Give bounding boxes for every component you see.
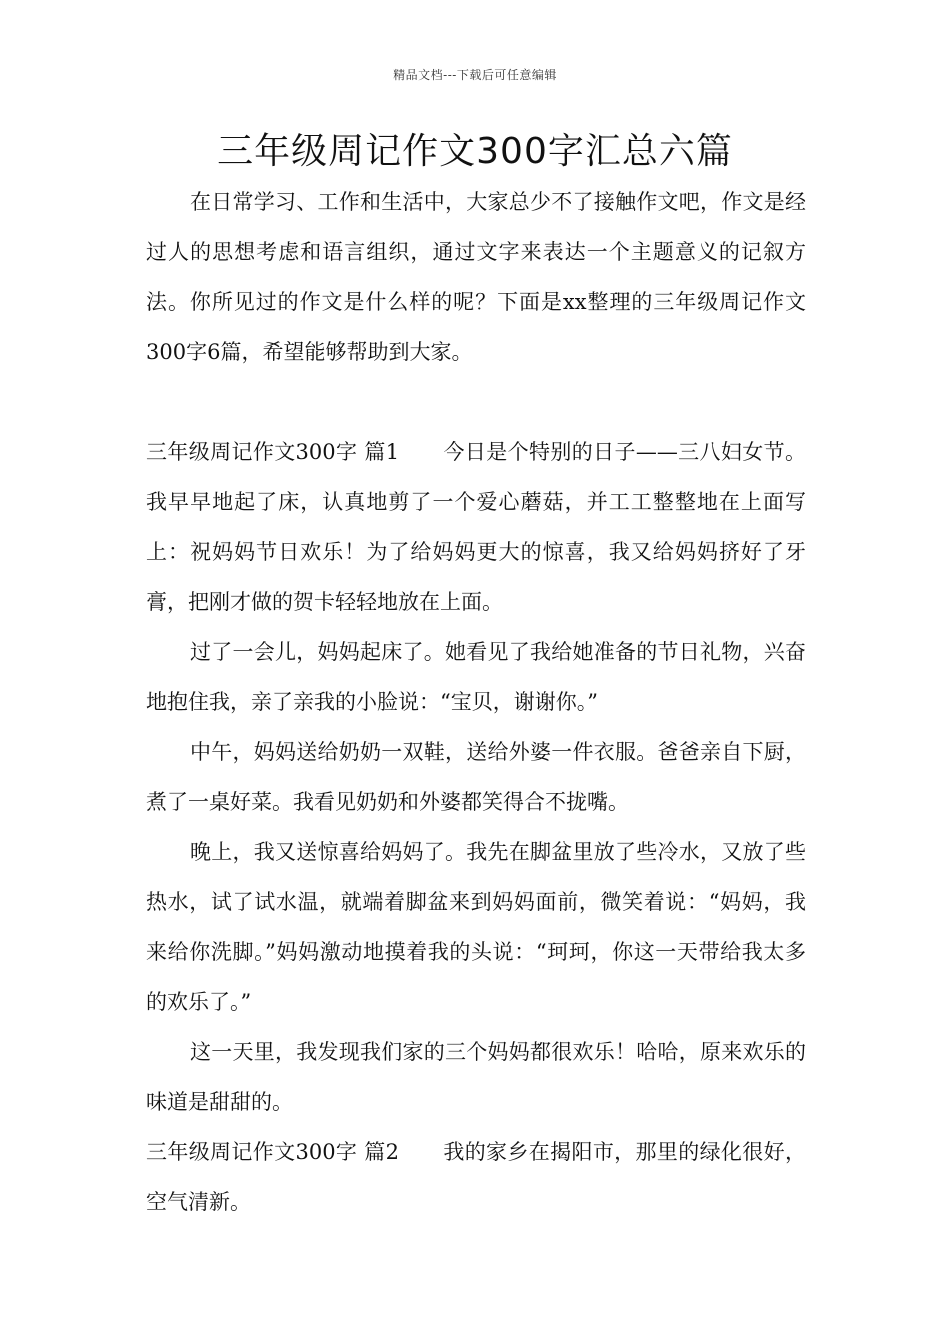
- section1-first-text: 今日是个特别的日子——三八妇女节。我早早地起了床，认真地剪了一个爱心蘑菇，并工工整整地在上面写上：祝妈妈节日欢乐！为了给妈妈更大的惊喜，我又给妈妈挤好了牙膏，把刚才做的贺卡轻轻地放在上面。: [146, 440, 807, 614]
- section1-first-paragraph: [146, 427, 806, 627]
- section-spacer: [146, 377, 806, 427]
- section1-paragraph: 晚上，我又送惊喜给妈妈了。我先在脚盆里放了些冷水，又放了些热水，试了试水温，就端着脚盆来到妈妈面前，微笑着说：“妈妈，我来给你洗脚。”妈妈激动地摸着我的头说：“珂珂，你这一天带给我太多的欢乐了。”: [146, 840, 806, 1014]
- section1-label: 三年级周记作文300字 篇1: [146, 440, 400, 464]
- section1-paragraph: 过了一会儿，妈妈起床了。她看见了我给她准备的节日礼物，兴奋地抱住我，亲了亲我的小脸说：“宝贝，谢谢你。”: [146, 640, 806, 714]
- document-title: 三年级周记作文300字汇总六篇: [217, 131, 733, 172]
- header-note: 精品文档---下载后可任意编辑: [393, 68, 557, 82]
- intro-paragraph: 在日常学习、工作和生活中，大家总少不了接触作文吧，作文是经过人的思想考虑和语言组织，通过文字来表达一个主题意义的记叙方法。你所见过的作文是什么样的呢？下面是xx整理的三年级周记作文300字6篇，希望能够帮助到大家。: [146, 190, 806, 364]
- section1-paragraph: 中午，妈妈送给奶奶一双鞋，送给外婆一件衣服。爸爸亲自下厨，煮了一桌好菜。我看见奶奶和外婆都笑得合不拢嘴。: [146, 740, 806, 814]
- section2-label: 三年级周记作文300字 篇2: [146, 1140, 399, 1164]
- document-body: [146, 177, 806, 1227]
- section2-first-text: 我的家乡在揭阳市，那里的绿化很好，空气清新。: [146, 1140, 806, 1214]
- section1-paragraph: 这一天里，我发现我们家的三个妈妈都很欢乐！哈哈，原来欢乐的味道是甜甜的。: [146, 1040, 806, 1114]
- section2-first-paragraph: [146, 1127, 806, 1227]
